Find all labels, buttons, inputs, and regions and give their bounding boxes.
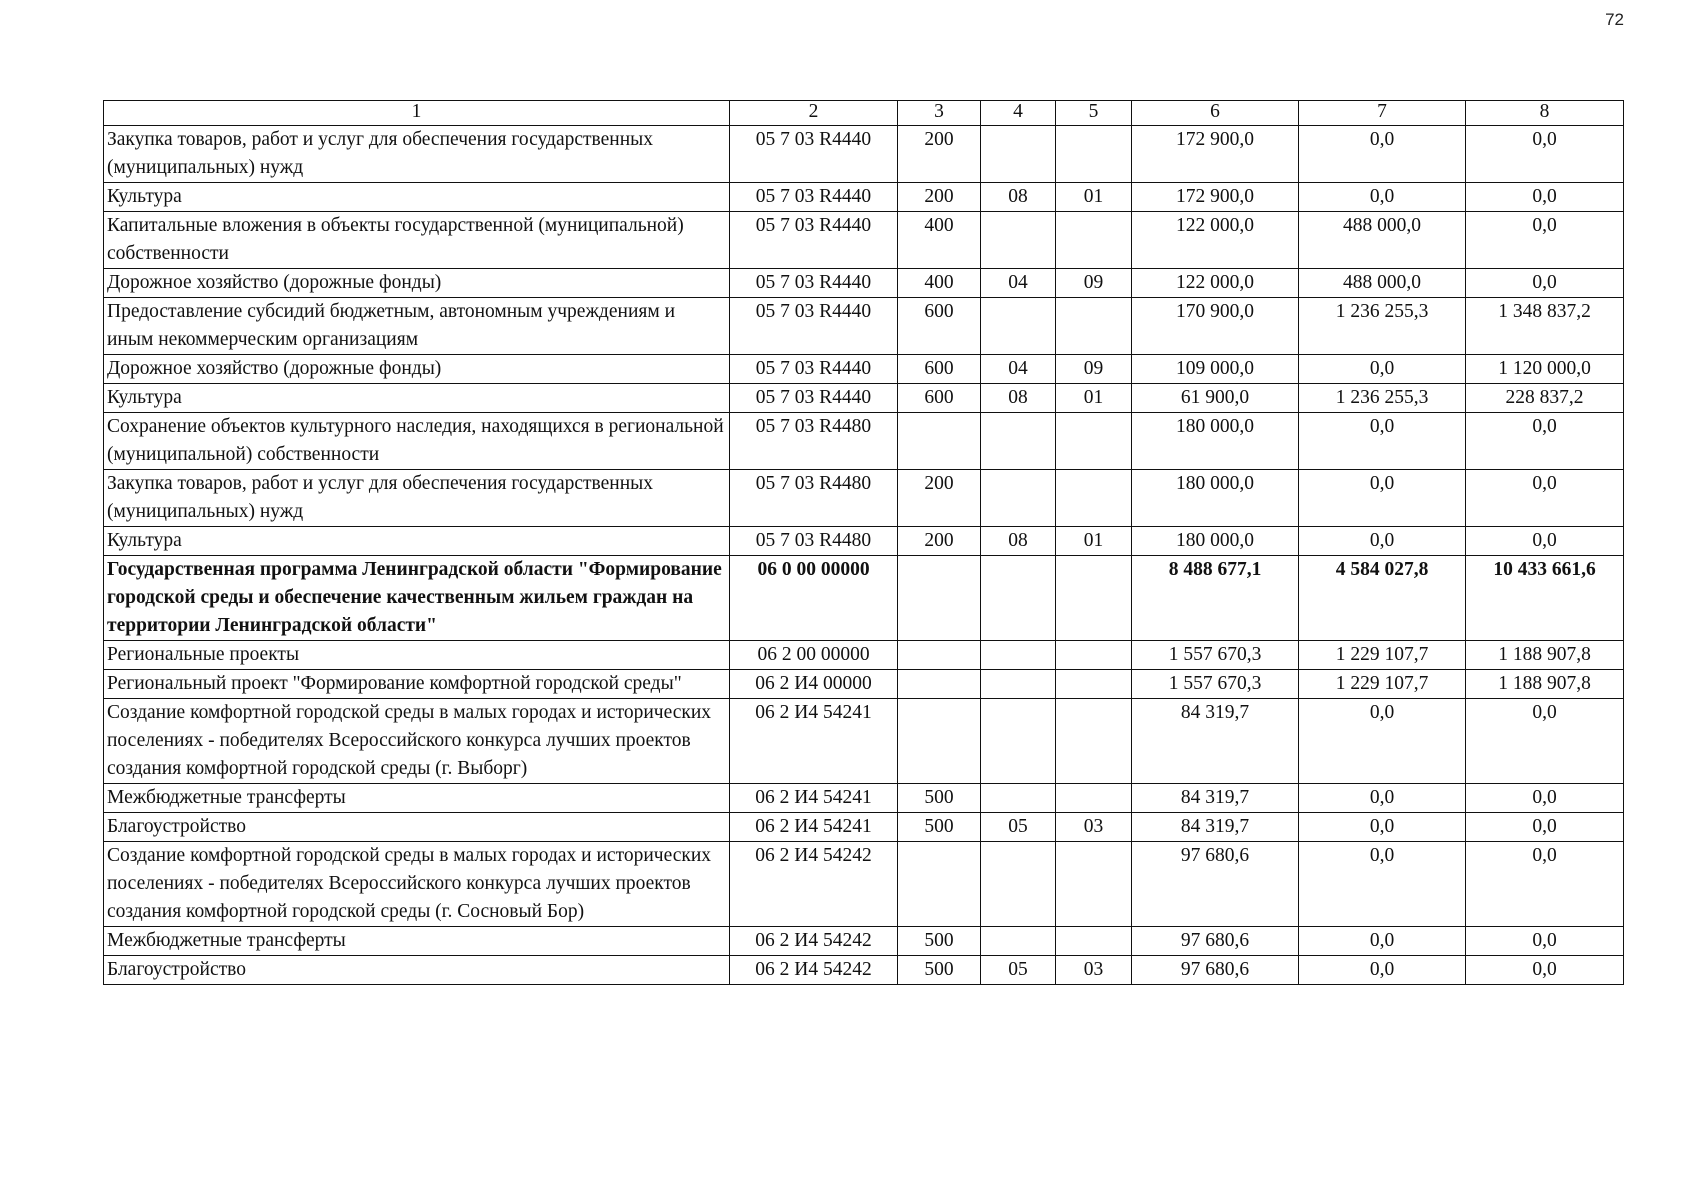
subsection-cell: 01 xyxy=(1056,384,1132,413)
section-cell: 08 xyxy=(981,384,1056,413)
amount-col6-cell: 122 000,0 xyxy=(1132,212,1299,269)
section-cell xyxy=(981,927,1056,956)
amount-col8-cell: 0,0 xyxy=(1466,842,1624,927)
expense-type-cell xyxy=(898,670,981,699)
header-cell: 8 xyxy=(1466,101,1624,126)
subsection-cell: 09 xyxy=(1056,355,1132,384)
expense-type-cell: 200 xyxy=(898,527,981,556)
item-name-cell: Культура xyxy=(104,527,730,556)
table-row xyxy=(104,699,1624,784)
item-name-cell: Межбюджетные трансферты xyxy=(104,784,730,813)
item-name-cell: Государственная программа Ленинградской области "Формирование городской среды и обеспечение качественным жильем граждан на территории Ленинградской области" xyxy=(104,556,730,641)
amount-col7-cell: 0,0 xyxy=(1299,470,1466,527)
amount-col7-cell: 0,0 xyxy=(1299,842,1466,927)
amount-col8-cell: 0,0 xyxy=(1466,527,1624,556)
amount-col8-cell: 0,0 xyxy=(1466,784,1624,813)
budget-table xyxy=(103,100,1624,985)
item-name-cell: Предоставление субсидий бюджетным, автономным учреждениям и иным некоммерческим организациям xyxy=(104,298,730,355)
item-name-cell: Создание комфортной городской среды в малых городах и исторических поселениях - победителях Всероссийского конкурса лучших проектов создания комфортной городской среды (г. Выборг) xyxy=(104,699,730,784)
amount-col7-cell: 0,0 xyxy=(1299,413,1466,470)
table-row xyxy=(104,527,1624,556)
amount-col6-cell: 8 488 677,1 xyxy=(1132,556,1299,641)
amount-col8-cell: 0,0 xyxy=(1466,956,1624,985)
amount-col6-cell: 61 900,0 xyxy=(1132,384,1299,413)
amount-col7-cell: 0,0 xyxy=(1299,527,1466,556)
amount-col7-cell: 0,0 xyxy=(1299,183,1466,212)
target-article-code-cell: 06 2 И4 54242 xyxy=(730,927,898,956)
amount-col6-cell: 84 319,7 xyxy=(1132,813,1299,842)
target-article-code-cell: 05 7 03 R4440 xyxy=(730,384,898,413)
section-cell xyxy=(981,670,1056,699)
header-cell: 7 xyxy=(1299,101,1466,126)
amount-col6-cell: 97 680,6 xyxy=(1132,842,1299,927)
expense-type-cell: 200 xyxy=(898,183,981,212)
amount-col6-cell: 97 680,6 xyxy=(1132,956,1299,985)
subsection-cell: 03 xyxy=(1056,956,1132,985)
target-article-code-cell: 06 2 И4 54242 xyxy=(730,842,898,927)
amount-col8-cell: 0,0 xyxy=(1466,699,1624,784)
section-cell xyxy=(981,413,1056,470)
amount-col6-cell: 180 000,0 xyxy=(1132,470,1299,527)
target-article-code-cell: 06 2 И4 00000 xyxy=(730,670,898,699)
expense-type-cell xyxy=(898,413,981,470)
target-article-code-cell: 05 7 03 R4440 xyxy=(730,126,898,183)
header-cell: 5 xyxy=(1056,101,1132,126)
amount-col7-cell: 0,0 xyxy=(1299,956,1466,985)
subsection-cell xyxy=(1056,842,1132,927)
amount-col8-cell: 1 120 000,0 xyxy=(1466,355,1624,384)
section-cell: 04 xyxy=(981,269,1056,298)
expense-type-cell: 500 xyxy=(898,813,981,842)
amount-col7-cell: 1 236 255,3 xyxy=(1299,384,1466,413)
expense-type-cell: 500 xyxy=(898,784,981,813)
amount-col6-cell: 122 000,0 xyxy=(1132,269,1299,298)
header-cell: 4 xyxy=(981,101,1056,126)
target-article-code-cell: 06 2 И4 54241 xyxy=(730,784,898,813)
amount-col7-cell: 1 236 255,3 xyxy=(1299,298,1466,355)
amount-col6-cell: 172 900,0 xyxy=(1132,183,1299,212)
amount-col7-cell: 1 229 107,7 xyxy=(1299,670,1466,699)
table-row xyxy=(104,384,1624,413)
subsection-cell xyxy=(1056,298,1132,355)
item-name-cell: Региональный проект "Формирование комфортной городской среды" xyxy=(104,670,730,699)
target-article-code-cell: 06 2 И4 54241 xyxy=(730,699,898,784)
target-article-code-cell: 06 0 00 00000 xyxy=(730,556,898,641)
amount-col6-cell: 84 319,7 xyxy=(1132,699,1299,784)
amount-col6-cell: 1 557 670,3 xyxy=(1132,670,1299,699)
table-row xyxy=(104,813,1624,842)
subsection-cell xyxy=(1056,470,1132,527)
section-cell xyxy=(981,699,1056,784)
item-name-cell: Закупка товаров, работ и услуг для обеспечения государственных (муниципальных) нужд xyxy=(104,126,730,183)
item-name-cell: Дорожное хозяйство (дорожные фонды) xyxy=(104,355,730,384)
table-body xyxy=(104,126,1624,985)
amount-col8-cell: 0,0 xyxy=(1466,813,1624,842)
header-row xyxy=(104,101,1624,126)
table-row xyxy=(104,641,1624,670)
target-article-code-cell: 05 7 03 R4440 xyxy=(730,298,898,355)
subsection-cell xyxy=(1056,927,1132,956)
section-cell xyxy=(981,126,1056,183)
expense-type-cell: 200 xyxy=(898,126,981,183)
expense-type-cell: 600 xyxy=(898,384,981,413)
target-article-code-cell: 05 7 03 R4480 xyxy=(730,470,898,527)
table-row xyxy=(104,298,1624,355)
subsection-cell xyxy=(1056,212,1132,269)
item-name-cell: Благоустройство xyxy=(104,813,730,842)
amount-col7-cell: 0,0 xyxy=(1299,927,1466,956)
section-cell xyxy=(981,298,1056,355)
amount-col6-cell: 97 680,6 xyxy=(1132,927,1299,956)
expense-type-cell: 600 xyxy=(898,355,981,384)
item-name-cell: Благоустройство xyxy=(104,956,730,985)
table-row xyxy=(104,212,1624,269)
expense-type-cell xyxy=(898,842,981,927)
amount-col7-cell: 0,0 xyxy=(1299,699,1466,784)
subsection-cell xyxy=(1056,641,1132,670)
expense-type-cell xyxy=(898,641,981,670)
expense-type-cell: 600 xyxy=(898,298,981,355)
amount-col8-cell: 0,0 xyxy=(1466,126,1624,183)
item-name-cell: Капитальные вложения в объекты государственной (муниципальной) собственности xyxy=(104,212,730,269)
table-row xyxy=(104,355,1624,384)
item-name-cell: Региональные проекты xyxy=(104,641,730,670)
amount-col7-cell: 4 584 027,8 xyxy=(1299,556,1466,641)
amount-col6-cell: 109 000,0 xyxy=(1132,355,1299,384)
subsection-cell xyxy=(1056,699,1132,784)
item-name-cell: Сохранение объектов культурного наследия, находящихся в региональной (муниципальной) собственности xyxy=(104,413,730,470)
item-name-cell: Межбюджетные трансферты xyxy=(104,927,730,956)
amount-col7-cell: 0,0 xyxy=(1299,813,1466,842)
amount-col8-cell: 1 188 907,8 xyxy=(1466,670,1624,699)
amount-col8-cell: 0,0 xyxy=(1466,269,1624,298)
target-article-code-cell: 06 2 00 00000 xyxy=(730,641,898,670)
table-row xyxy=(104,269,1624,298)
subsection-cell xyxy=(1056,413,1132,470)
amount-col8-cell: 1 348 837,2 xyxy=(1466,298,1624,355)
amount-col8-cell: 1 188 907,8 xyxy=(1466,641,1624,670)
amount-col8-cell: 0,0 xyxy=(1466,413,1624,470)
target-article-code-cell: 05 7 03 R4440 xyxy=(730,355,898,384)
amount-col8-cell: 228 837,2 xyxy=(1466,384,1624,413)
amount-col6-cell: 180 000,0 xyxy=(1132,527,1299,556)
table-row xyxy=(104,413,1624,470)
item-name-cell: Культура xyxy=(104,183,730,212)
item-name-cell: Культура xyxy=(104,384,730,413)
target-article-code-cell: 06 2 И4 54242 xyxy=(730,956,898,985)
table-row xyxy=(104,556,1624,641)
subsection-cell: 09 xyxy=(1056,269,1132,298)
section-cell xyxy=(981,842,1056,927)
expense-type-cell: 200 xyxy=(898,470,981,527)
amount-col7-cell: 0,0 xyxy=(1299,355,1466,384)
expense-type-cell: 500 xyxy=(898,927,981,956)
amount-col8-cell: 0,0 xyxy=(1466,927,1624,956)
amount-col6-cell: 180 000,0 xyxy=(1132,413,1299,470)
section-cell xyxy=(981,212,1056,269)
amount-col7-cell: 1 229 107,7 xyxy=(1299,641,1466,670)
amount-col8-cell: 0,0 xyxy=(1466,183,1624,212)
subsection-cell xyxy=(1056,784,1132,813)
section-cell: 05 xyxy=(981,956,1056,985)
amount-col6-cell: 1 557 670,3 xyxy=(1132,641,1299,670)
target-article-code-cell: 05 7 03 R4480 xyxy=(730,527,898,556)
table-row xyxy=(104,126,1624,183)
header-cell: 6 xyxy=(1132,101,1299,126)
item-name-cell: Создание комфортной городской среды в малых городах и исторических поселениях - победителях Всероссийского конкурса лучших проектов создания комфортной городской среды (г. Сосновый Бор) xyxy=(104,842,730,927)
amount-col7-cell: 488 000,0 xyxy=(1299,212,1466,269)
subsection-cell: 01 xyxy=(1056,183,1132,212)
header-cell: 3 xyxy=(898,101,981,126)
target-article-code-cell: 05 7 03 R4440 xyxy=(730,183,898,212)
amount-col7-cell: 0,0 xyxy=(1299,784,1466,813)
table-row xyxy=(104,956,1624,985)
amount-col8-cell: 10 433 661,6 xyxy=(1466,556,1624,641)
expense-type-cell: 400 xyxy=(898,269,981,298)
section-cell xyxy=(981,556,1056,641)
expense-type-cell xyxy=(898,556,981,641)
page-number: 72 xyxy=(1605,10,1624,29)
section-cell: 08 xyxy=(981,183,1056,212)
section-cell: 08 xyxy=(981,527,1056,556)
target-article-code-cell: 05 7 03 R4440 xyxy=(730,212,898,269)
expense-type-cell: 400 xyxy=(898,212,981,269)
amount-col6-cell: 170 900,0 xyxy=(1132,298,1299,355)
target-article-code-cell: 05 7 03 R4480 xyxy=(730,413,898,470)
amount-col7-cell: 488 000,0 xyxy=(1299,269,1466,298)
section-cell: 05 xyxy=(981,813,1056,842)
table-row xyxy=(104,842,1624,927)
expense-type-cell: 500 xyxy=(898,956,981,985)
amount-col8-cell: 0,0 xyxy=(1466,470,1624,527)
table-row xyxy=(104,784,1624,813)
table-row xyxy=(104,470,1624,527)
subsection-cell xyxy=(1056,126,1132,183)
subsection-cell xyxy=(1056,556,1132,641)
amount-col6-cell: 172 900,0 xyxy=(1132,126,1299,183)
item-name-cell: Дорожное хозяйство (дорожные фонды) xyxy=(104,269,730,298)
subsection-cell: 01 xyxy=(1056,527,1132,556)
header-cell: 1 xyxy=(104,101,730,126)
amount-col8-cell: 0,0 xyxy=(1466,212,1624,269)
amount-col6-cell: 84 319,7 xyxy=(1132,784,1299,813)
section-cell xyxy=(981,470,1056,527)
header-cell: 2 xyxy=(730,101,898,126)
section-cell xyxy=(981,641,1056,670)
target-article-code-cell: 06 2 И4 54241 xyxy=(730,813,898,842)
table-row xyxy=(104,670,1624,699)
subsection-cell xyxy=(1056,670,1132,699)
amount-col7-cell: 0,0 xyxy=(1299,126,1466,183)
table-row xyxy=(104,183,1624,212)
section-cell: 04 xyxy=(981,355,1056,384)
item-name-cell: Закупка товаров, работ и услуг для обеспечения государственных (муниципальных) нужд xyxy=(104,470,730,527)
expense-type-cell xyxy=(898,699,981,784)
subsection-cell: 03 xyxy=(1056,813,1132,842)
target-article-code-cell: 05 7 03 R4440 xyxy=(730,269,898,298)
section-cell xyxy=(981,784,1056,813)
table-row xyxy=(104,927,1624,956)
